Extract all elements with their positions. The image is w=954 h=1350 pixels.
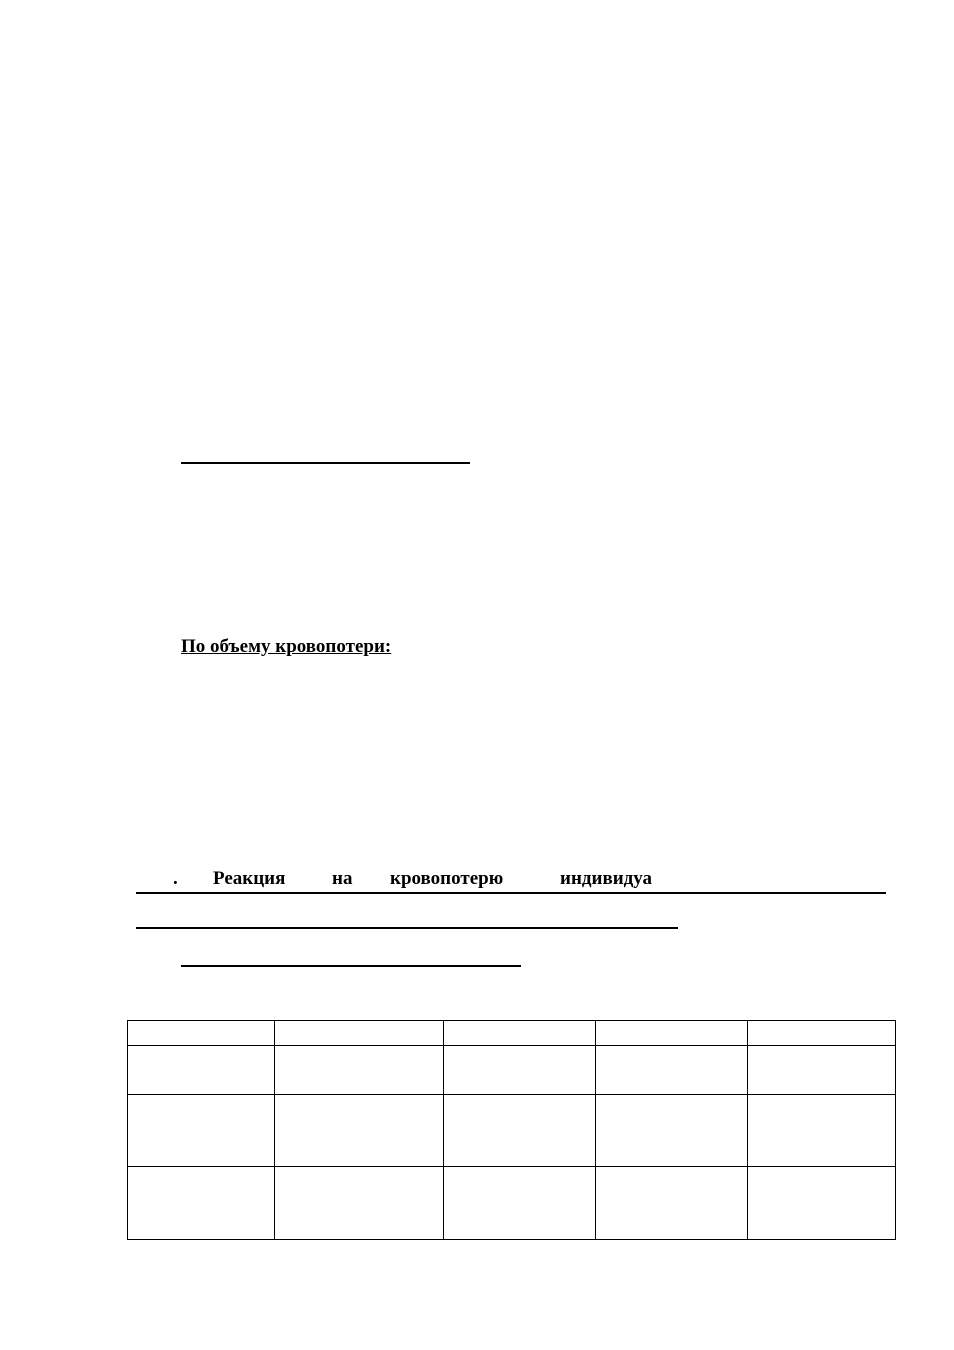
reaction-line bbox=[136, 868, 886, 894]
table-cell bbox=[275, 1021, 444, 1046]
table-cell bbox=[444, 1046, 596, 1095]
reaction-word-2: на bbox=[332, 868, 353, 889]
table-cell bbox=[444, 1021, 596, 1046]
table-cell bbox=[596, 1095, 748, 1167]
table-cell bbox=[128, 1046, 275, 1095]
table-cell bbox=[128, 1095, 275, 1167]
table-cell bbox=[275, 1167, 444, 1240]
table-cell bbox=[275, 1046, 444, 1095]
heading-blood-loss-volume: По объему кровопотери: bbox=[181, 636, 392, 657]
reaction-word-3: кровопотерю bbox=[390, 868, 504, 889]
empty-table bbox=[127, 1020, 896, 1240]
blank-underline-3 bbox=[181, 965, 521, 967]
blank-underline-2 bbox=[136, 927, 678, 929]
table-row bbox=[128, 1167, 896, 1240]
table-cell bbox=[748, 1095, 896, 1167]
table-cell bbox=[596, 1167, 748, 1240]
table-cell bbox=[748, 1167, 896, 1240]
reaction-word-1: Реакция bbox=[213, 868, 286, 889]
table-cell bbox=[748, 1046, 896, 1095]
blank-underline-1 bbox=[181, 462, 470, 464]
table-cell bbox=[444, 1167, 596, 1240]
table-row bbox=[128, 1095, 896, 1167]
table-row bbox=[128, 1046, 896, 1095]
table-cell bbox=[444, 1095, 596, 1167]
table-cell bbox=[596, 1046, 748, 1095]
reaction-line-dot: . bbox=[173, 868, 178, 889]
table-cell bbox=[128, 1167, 275, 1240]
table-row bbox=[128, 1021, 896, 1046]
table-cell bbox=[275, 1095, 444, 1167]
table-cell bbox=[596, 1021, 748, 1046]
reaction-word-4: индивидуа bbox=[560, 868, 653, 889]
table-cell bbox=[748, 1021, 896, 1046]
table-cell bbox=[128, 1021, 275, 1046]
